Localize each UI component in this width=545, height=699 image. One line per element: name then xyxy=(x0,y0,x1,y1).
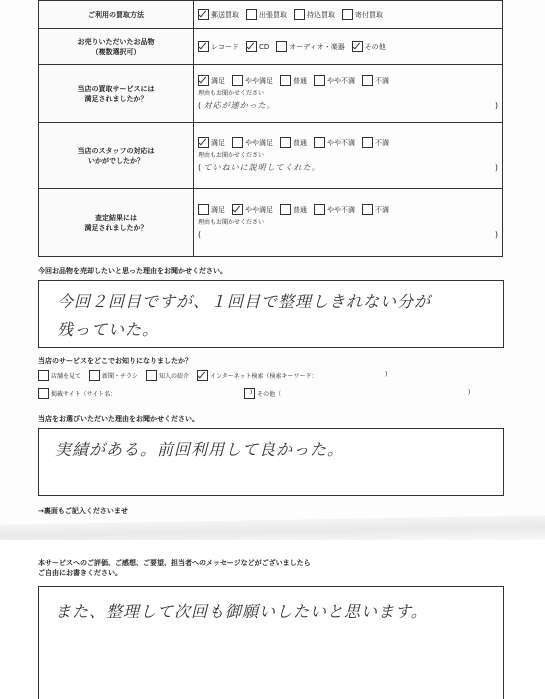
discovery-option-checkbox[interactable] xyxy=(89,370,100,381)
appraisal-reason-row: ( ) xyxy=(198,229,498,239)
staff-scale-option xyxy=(314,137,355,148)
discovery-option-label: 知人の紹介 xyxy=(159,373,190,380)
discovery-keyword-close: ) xyxy=(385,371,388,378)
staff-question xyxy=(39,123,194,189)
sell-reason-answer-line2: 残っていた。 xyxy=(57,320,160,339)
feedback-box xyxy=(38,586,504,699)
discovery-option-checkbox[interactable] xyxy=(38,388,49,399)
service-scale-option-label: やや満足 xyxy=(245,76,273,85)
method-option-label: 寄付買取 xyxy=(355,10,383,19)
discovery-option-label: 新聞・チラシ xyxy=(102,373,139,380)
service-scale-option-checkbox[interactable] xyxy=(362,75,373,86)
service-scale-option xyxy=(314,75,355,86)
method-option-checkbox[interactable] xyxy=(294,9,305,20)
feedback-question-line2: ご自由にお書きください。 xyxy=(38,569,122,577)
service-scale-option-label: 不満 xyxy=(375,76,389,85)
service-scale-option xyxy=(198,75,225,86)
staff-scale-option-checkbox[interactable] xyxy=(314,137,325,148)
items-option-checkbox[interactable] xyxy=(246,41,257,52)
items-option xyxy=(352,41,386,52)
staff-scale xyxy=(198,137,498,148)
appraisal-scale-option-label: 不満 xyxy=(375,205,389,214)
staff-scale-option-label: やや満足 xyxy=(245,138,273,147)
survey-sheet-back xyxy=(0,540,545,698)
feedback-question-line1: 本サービスへのご評価、ご感想、ご要望、担当者へのメッセージなどがございましたら xyxy=(38,559,311,567)
method-option-label: 郵送買取 xyxy=(211,10,239,19)
service-reason-label: 理由もお聞かせください xyxy=(198,90,265,97)
discovery-question: 当店のサービスをどこでお知りになりましたか？ xyxy=(38,357,192,365)
appraisal-scale-option xyxy=(232,204,273,215)
service-scale-option xyxy=(362,75,389,86)
appraisal-scale-option-checkbox[interactable] xyxy=(198,204,209,215)
items-option-checkbox[interactable] xyxy=(352,41,363,52)
method-option-checkbox[interactable] xyxy=(342,9,353,20)
service-scale xyxy=(198,75,498,86)
staff-scale-option xyxy=(280,137,307,148)
service-reason-row: ( 対応が速かった。 ) xyxy=(198,100,498,110)
staff-scale-option xyxy=(198,137,225,148)
appraisal-scale-option xyxy=(314,204,355,215)
appraisal-scale-option-checkbox[interactable] xyxy=(362,204,373,215)
staff-reason-label: 理由もお聞かせください xyxy=(198,152,265,159)
discovery-options-row2 xyxy=(38,388,285,399)
appraisal-scale-option-checkbox[interactable] xyxy=(280,204,291,215)
items-option-label: レコード xyxy=(211,42,239,51)
choice-reason-answer: 実績がある。前回利用して良かった。 xyxy=(55,440,345,459)
service-scale-option-checkbox[interactable] xyxy=(280,75,291,86)
discovery-option-label: 店舗を見て xyxy=(51,373,82,380)
service-row xyxy=(39,65,503,123)
items-option-label: オーディオ・楽器 xyxy=(289,42,345,51)
service-scale-option-checkbox[interactable] xyxy=(198,75,209,86)
appraisal-row xyxy=(39,189,503,257)
staff-reason-text: ていねいに説明してくれた。 xyxy=(203,162,321,172)
discovery-option-label: その他（ xyxy=(257,391,282,398)
appraisal-scale-option-checkbox[interactable] xyxy=(314,204,325,215)
items-options xyxy=(198,41,498,52)
discovery-option xyxy=(38,388,116,399)
discovery-option-label: 掲載サイト（サイト名： xyxy=(51,391,117,398)
service-scale-option-label: 満足 xyxy=(211,76,225,85)
discovery-option-checkbox[interactable] xyxy=(197,370,208,381)
appraisal-scale-option xyxy=(362,204,389,215)
discovery-option xyxy=(197,370,317,381)
items-option xyxy=(198,41,239,52)
service-scale-option-label: 普通 xyxy=(293,76,307,85)
appraisal-reason-label: 理由もお聞かせください xyxy=(198,219,265,226)
sell-reason-box xyxy=(38,280,504,348)
staff-scale-option-label: やや不満 xyxy=(327,138,355,147)
method-option-checkbox[interactable] xyxy=(246,9,257,20)
method-option xyxy=(198,9,239,20)
staff-reason-row: ( ていねいに説明してくれた。 ) xyxy=(198,162,498,172)
discovery-option xyxy=(38,370,81,381)
items-option-checkbox[interactable] xyxy=(276,41,287,52)
back-note: →裏面もご記入くださいませ xyxy=(38,507,128,515)
discovery-option-checkbox[interactable] xyxy=(38,370,49,381)
discovery-option xyxy=(146,370,189,381)
service-scale-option-checkbox[interactable] xyxy=(232,75,243,86)
service-scale-option-checkbox[interactable] xyxy=(314,75,325,86)
staff-row xyxy=(39,123,503,189)
staff-scale-option-checkbox[interactable] xyxy=(362,137,373,148)
staff-question-line1: 当店のスタッフの対応は xyxy=(77,146,155,155)
items-row xyxy=(39,29,503,65)
staff-scale-option-checkbox[interactable] xyxy=(198,137,209,148)
appraisal-scale-option xyxy=(198,204,225,215)
method-row xyxy=(39,1,503,29)
service-question-line2: 満足されましたか？ xyxy=(84,94,148,103)
items-option-label: CD xyxy=(259,42,270,51)
staff-scale-option-checkbox[interactable] xyxy=(280,137,291,148)
appraisal-scale-option-label: 普通 xyxy=(293,205,307,214)
method-option xyxy=(342,9,383,20)
items-question-line2: （複数選択可） xyxy=(91,47,141,56)
choice-reason-question: 当店をお選びいただいた理由をお聞かせください。 xyxy=(38,415,199,423)
method-option-label: 出張買取 xyxy=(259,10,287,19)
appraisal-scale-option-label: 満足 xyxy=(211,205,225,214)
appraisal-scale xyxy=(198,204,498,215)
service-reason-text: 対応が速かった。 xyxy=(203,100,276,110)
appraisal-scale-option-label: やや満足 xyxy=(245,205,273,214)
appraisal-question-line1: 査定結果には xyxy=(95,213,137,222)
staff-scale-option-label: 普通 xyxy=(293,138,307,147)
staff-scale-option-label: 満足 xyxy=(211,138,225,147)
items-option xyxy=(246,41,269,52)
method-option xyxy=(294,9,335,20)
sell-reason-question: 今回お品物を売却したいと思った理由をお聞かせください。 xyxy=(38,267,227,275)
discovery-option-label: インターネット検索（検索キーワード： xyxy=(210,373,318,380)
method-option-checkbox[interactable] xyxy=(198,9,209,20)
method-question: ご利用の買取方法 xyxy=(39,1,194,29)
service-question xyxy=(39,65,194,123)
service-scale-option xyxy=(280,75,307,86)
items-option-checkbox[interactable] xyxy=(198,41,209,52)
service-scale-option xyxy=(232,75,273,86)
items-question-line1: お売りいただいたお品物 xyxy=(77,37,155,46)
staff-scale-option-label: 不満 xyxy=(375,138,389,147)
service-question-line1: 当店の買取サービスには xyxy=(77,84,155,93)
feedback-answer: また、整理して次回も御願いしたいと思います。 xyxy=(55,602,428,621)
staff-scale-option xyxy=(232,137,273,148)
appraisal-question xyxy=(39,189,194,257)
discovery-site-close: ) xyxy=(250,389,253,396)
staff-scale-option xyxy=(362,137,389,148)
choice-reason-box xyxy=(38,428,504,496)
staff-scale-option-checkbox[interactable] xyxy=(232,137,243,148)
items-question xyxy=(39,29,194,65)
discovery-options-row1 xyxy=(38,370,322,381)
discovery-other-close: ) xyxy=(468,389,471,396)
discovery-option-checkbox[interactable] xyxy=(146,370,157,381)
items-option-label: その他 xyxy=(364,42,386,51)
appraisal-scale-option xyxy=(280,204,307,215)
method-option-label: 持込買取 xyxy=(307,10,335,19)
appraisal-question-line2: 満足されましたか？ xyxy=(84,223,148,232)
discovery-option xyxy=(89,370,138,381)
sell-reason-answer-line1: 今回２回目ですが、１回目で整理しきれない分が xyxy=(57,292,432,311)
survey-table xyxy=(38,0,503,257)
appraisal-scale-option-label: やや不満 xyxy=(327,205,355,214)
appraisal-scale-option-checkbox[interactable] xyxy=(232,204,243,215)
staff-question-line2: いかがでしたか？ xyxy=(88,156,144,165)
items-option xyxy=(276,41,344,52)
method-options xyxy=(198,9,498,20)
service-scale-option-label: やや不満 xyxy=(327,76,355,85)
method-option xyxy=(246,9,287,20)
